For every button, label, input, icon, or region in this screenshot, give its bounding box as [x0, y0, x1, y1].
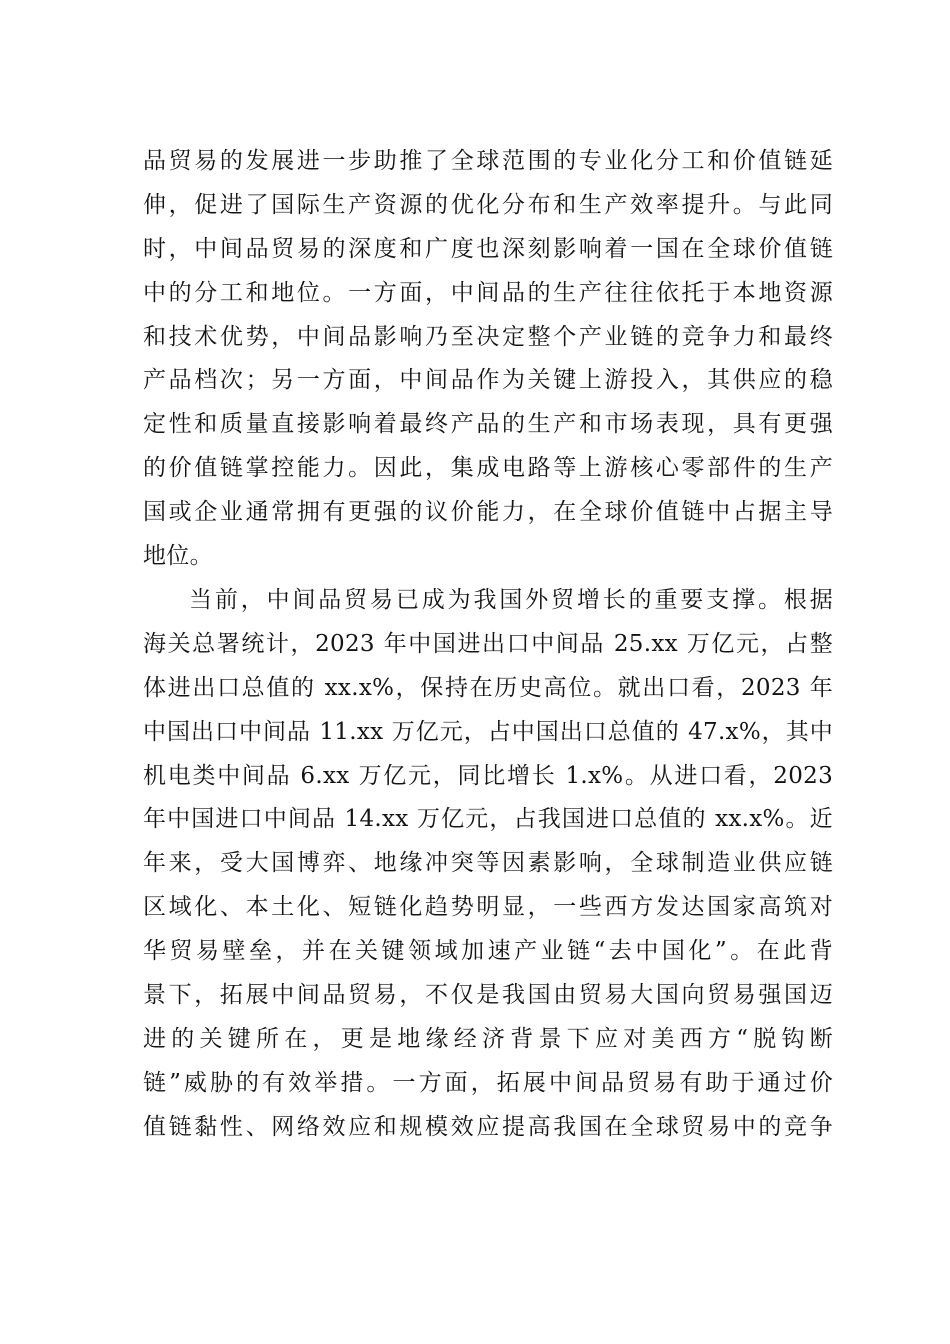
paragraph-1-line: 和技术优势，中间品影响乃至决定整个产业链的竞争力和最终 [143, 323, 833, 350]
paragraph-2-line: 中国出口中间品 11.xx 万亿元，占中国出口总值的 47.x%，其中 [143, 718, 833, 745]
paragraph-2-line: 进的关键所在，更是地缘经济背景下应对美西方“脱钩断 [143, 1025, 833, 1052]
paragraph-2-line: 华贸易壁垒，并在关键领域加速产业链“去中国化”。在此背 [143, 938, 833, 965]
paragraph-2-line: 体进出口总值的 xx.x%，保持在历史高位。就出口看，2023 年 [143, 674, 833, 701]
paragraph-2-line: 值链黏性、网络效应和规模效应提高我国在全球贸易中的竞争 [143, 1113, 833, 1140]
paragraph-2-line: 年中国进口中间品 14.xx 万亿元，占我国进口总值的 xx.x%。近 [143, 806, 833, 833]
paragraph-2-line: 机电类中间品 6.xx 万亿元，同比增长 1.x%。从进口看，2023 [143, 762, 833, 789]
paragraph-2-line: 当前，中间品贸易已成为我国外贸增长的重要支撑。根据 [189, 587, 833, 613]
paragraph-1-line: 的价值链掌控能力。因此，集成电路等上游核心零部件的生产 [143, 455, 833, 482]
paragraph-1-line: 伸，促进了国际生产资源的优化分布和生产效率提升。与此同 [143, 191, 833, 218]
paragraph-1-line: 品贸易的发展进一步助推了全球范围的专业化分工和价值链延 [143, 148, 833, 174]
paragraph-1-line: 时，中间品贸易的深度和广度也深刻影响着一国在全球价值链 [143, 235, 833, 262]
paragraph-2-line: 海关总署统计，2023 年中国进出口中间品 25.xx 万亿元，占整 [143, 630, 833, 657]
paragraph-1-line: 产品档次；另一方面，中间品作为关键上游投入，其供应的稳 [143, 367, 833, 394]
paragraph-1 [143, 140, 833, 579]
paragraph-2-line: 区域化、本土化、短链化趋势明显，一些西方发达国家高筑对 [143, 894, 833, 921]
paragraph-1-line: 定性和质量直接影响着最终产品的生产和市场表现，具有更强 [143, 411, 833, 438]
paragraph-2-line: 链”威胁的有效举措。一方面，拓展中间品贸易有助于通过价 [143, 1069, 833, 1096]
paragraph-2 [143, 579, 833, 1150]
paragraph-1-line: 国或企业通常拥有更强的议价能力，在全球价值链中占据主导 [143, 499, 833, 526]
paragraph-2-line: 年来，受大国博弈、地缘冲突等因素影响，全球制造业供应链 [143, 850, 833, 877]
paragraph-2-line: 景下，拓展中间品贸易，不仅是我国由贸易大国向贸易强国迈 [143, 982, 833, 1009]
paragraph-1-line: 中的分工和地位。一方面，中间品的生产往往依托于本地资源 [143, 279, 833, 306]
paragraph-1-line: 地位。 [143, 543, 213, 570]
